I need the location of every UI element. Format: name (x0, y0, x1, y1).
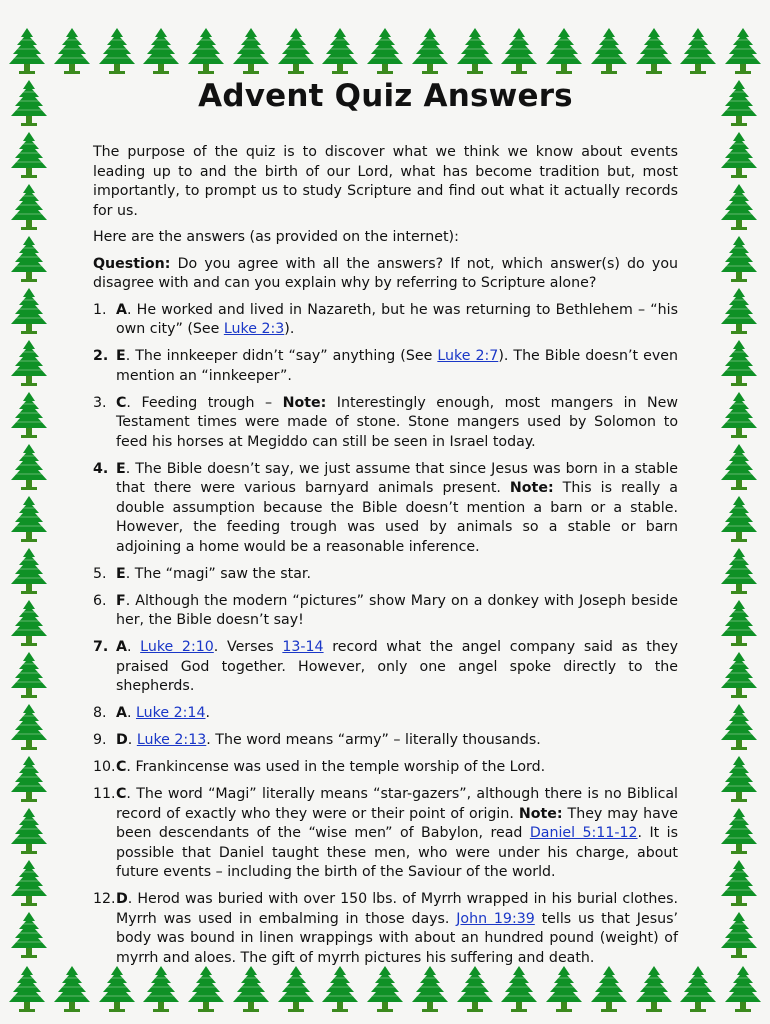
christmas-tree-icon (10, 182, 48, 232)
answer-text: . Herod was buried with over 150 lbs. of Myrrh wrapped in his burial clothes. Myrrh was used in embalming in those days. (116, 891, 678, 927)
scripture-link[interactable]: Luke 2:14 (136, 705, 206, 721)
answer-item (93, 785, 678, 883)
bold-text: C (116, 759, 127, 775)
question-paragraph (93, 255, 678, 294)
bold-text: A (116, 301, 127, 318)
christmas-tree-icon (10, 390, 48, 440)
christmas-tree-icon (635, 26, 673, 76)
christmas-tree-icon (10, 806, 48, 856)
answer-text: Interestingly enough, most mangers in New Testament times were made of stone. Stone mangers used by Solomon to feed his horses at Megiddo can still be seen in Israel today. (116, 394, 678, 450)
christmas-tree-icon (10, 546, 48, 596)
answer-item (93, 638, 678, 697)
christmas-tree-icon (8, 964, 46, 1014)
answer-number: 9. (93, 732, 107, 748)
answer-text: This is really a double assumption because the Bible doesn’t mention a barn or a stable. However, the feeding trough was used by animals so a stable or barn adjoining a home would be a reasonable inference. (116, 480, 678, 555)
answer-text: . (126, 705, 137, 721)
bold-text: Note: (518, 805, 563, 822)
scripture-link[interactable]: Luke 2:7 (437, 348, 499, 364)
christmas-tree-icon (720, 546, 758, 596)
answer-number: 5. (93, 565, 107, 582)
answer-item (93, 460, 678, 558)
answer-item (93, 394, 678, 453)
answer-text: . (127, 732, 137, 748)
answer-item (93, 731, 678, 751)
answer-text: ). The Bible doesn’t even mention an “innkeeper”. (116, 348, 678, 384)
christmas-tree-icon (720, 442, 758, 492)
answer-number: 12. (93, 891, 116, 907)
bold-text: C (116, 786, 127, 802)
answer-number: 2. (93, 348, 109, 364)
christmas-tree-icon (720, 234, 758, 284)
christmas-tree-icon (720, 754, 758, 804)
christmas-tree-icon (720, 494, 758, 544)
answer-number: 3. (93, 394, 107, 411)
answer-text: . Although the modern “pictures” show Mary on a donkey with Joseph beside her, the Bible doesn’t say! (116, 592, 678, 628)
answer-item (93, 758, 678, 778)
answer-text: . (205, 705, 210, 721)
christmas-tree-icon (720, 182, 758, 232)
answer-item (93, 565, 678, 585)
bold-text: C (116, 394, 127, 411)
christmas-tree-icon (720, 598, 758, 648)
answer-number: 7. (93, 639, 109, 655)
christmas-tree-icon (720, 286, 758, 336)
christmas-tree-icon (724, 26, 762, 76)
christmas-tree-icon (10, 338, 48, 388)
christmas-tree-icon (10, 286, 48, 336)
christmas-tree-icon (10, 234, 48, 284)
answer-item (93, 890, 678, 968)
answer-number: 4. (93, 460, 109, 477)
christmas-tree-icon (232, 26, 270, 76)
christmas-tree-icon (456, 26, 494, 76)
bold-text: E (116, 348, 126, 364)
christmas-tree-icon (10, 858, 48, 908)
christmas-tree-icon (10, 702, 48, 752)
bold-text: A (116, 705, 127, 721)
christmas-tree-icon (720, 390, 758, 440)
scripture-link[interactable]: Luke 2:10 (140, 639, 214, 655)
christmas-tree-icon (10, 442, 48, 492)
christmas-tree-icon (411, 26, 449, 76)
christmas-tree-icon (590, 26, 628, 76)
answer-text: . The word “Magi” literally means “star-gazers”, although there is no Biblical record of exactly who they were or their point of origin. (116, 786, 678, 822)
christmas-tree-icon (720, 858, 758, 908)
christmas-tree-icon (500, 26, 538, 76)
christmas-tree-icon (10, 78, 48, 128)
answer-item (93, 592, 678, 631)
scripture-link[interactable]: 13-14 (282, 639, 324, 655)
bold-text: Note: (282, 394, 327, 411)
christmas-tree-icon (8, 26, 46, 76)
christmas-tree-icon (679, 26, 717, 76)
answer-number: 6. (93, 592, 107, 609)
bold-text: E (116, 565, 126, 582)
answers-intro: Here are the answers (as provided on the internet): (93, 229, 459, 245)
bold-text: E (116, 460, 126, 477)
christmas-tree-icon (720, 702, 758, 752)
christmas-tree-icon (142, 26, 180, 76)
answer-item (93, 347, 678, 386)
answer-item (93, 704, 678, 724)
christmas-tree-icon (720, 806, 758, 856)
christmas-tree-icon (679, 964, 717, 1014)
christmas-tree-icon (187, 26, 225, 76)
answer-item (93, 301, 678, 340)
answer-text: ). (284, 321, 295, 337)
christmas-tree-icon (720, 910, 758, 960)
christmas-tree-icon (366, 26, 404, 76)
answer-text: . The word means “army” – literally thousands. (206, 732, 541, 748)
answer-number: 10. (93, 759, 116, 775)
answer-text: . The Bible doesn’t say, we just assume that since Jesus was born in a stable that there were various barnyard animals present. (116, 460, 678, 496)
answer-text: . It is possible that Daniel taught these men, who were under his charge, about future events – including the birth of the Saviour of the world. (116, 825, 678, 880)
answer-number: 1. (93, 301, 107, 318)
christmas-tree-icon (10, 494, 48, 544)
bold-text: F (116, 592, 126, 609)
question-text: Do you agree with all the answers? If not, which answer(s) do you disagree with and can you explain why by referring to Scripture alone? (93, 255, 678, 291)
christmas-tree-icon (720, 338, 758, 388)
answer-number: 11. (93, 786, 116, 802)
scripture-link[interactable]: John 19:39 (456, 910, 535, 927)
christmas-tree-icon (10, 910, 48, 960)
answers-list (93, 301, 678, 969)
intro-paragraph: The purpose of the quiz is to discover what we think we know about events leading up to and the birth of our Lord, what has become tradition but, most importantly, to prompt us to study Scripture and find out what it actually records for us. (93, 144, 678, 219)
christmas-tree-icon (10, 650, 48, 700)
christmas-tree-icon (545, 26, 583, 76)
answer-text: . He worked and lived in Nazareth, but he was returning to Bethlehem – “his own city” (See (116, 301, 678, 337)
christmas-tree-icon (720, 650, 758, 700)
question-label: Question: (93, 255, 171, 272)
document-body (93, 78, 678, 976)
christmas-tree-icon (98, 26, 136, 76)
answer-text: . Verses (213, 639, 283, 655)
answer-text: They may have been descendants of the “wise men” of Babylon, read (116, 805, 678, 841)
christmas-tree-icon (720, 130, 758, 180)
answer-text: . Feeding trough – (126, 394, 283, 411)
christmas-tree-icon (10, 130, 48, 180)
answer-text: . The innkeeper didn’t “say” anything (See (125, 348, 438, 364)
christmas-tree-icon (10, 598, 48, 648)
bold-text: A (116, 639, 127, 655)
bold-text: Note: (509, 480, 554, 496)
christmas-tree-icon (321, 26, 359, 76)
page-title: Advent Quiz Answers (198, 78, 573, 114)
answer-text: record what the angel company said as they praised God together. However, only one angel spoke directly to the shepherds. (116, 639, 678, 694)
christmas-tree-icon (10, 754, 48, 804)
answer-text: . Frankincense was used in the temple worship of the Lord. (126, 759, 546, 775)
answer-number: 8. (93, 705, 107, 721)
bold-text: D (116, 891, 128, 907)
scripture-link[interactable]: Daniel 5:11-12 (529, 825, 638, 841)
christmas-tree-icon (724, 964, 762, 1014)
scripture-link[interactable]: Luke 2:13 (136, 732, 207, 748)
answer-text: . (126, 639, 141, 655)
christmas-tree-icon (53, 964, 91, 1014)
christmas-tree-icon (720, 78, 758, 128)
christmas-tree-icon (53, 26, 91, 76)
answer-text: . The “magi” saw the star. (125, 565, 311, 582)
christmas-tree-icon (277, 26, 315, 76)
scripture-link[interactable]: Luke 2:3 (223, 321, 285, 337)
bold-text: D (116, 732, 128, 748)
answer-text: tells us that Jesus’ body was bound in linen wrappings with about an hundred pound (weight) of myrrh and aloes. The gift of myrrh pictures his suffering and death. (116, 910, 678, 966)
